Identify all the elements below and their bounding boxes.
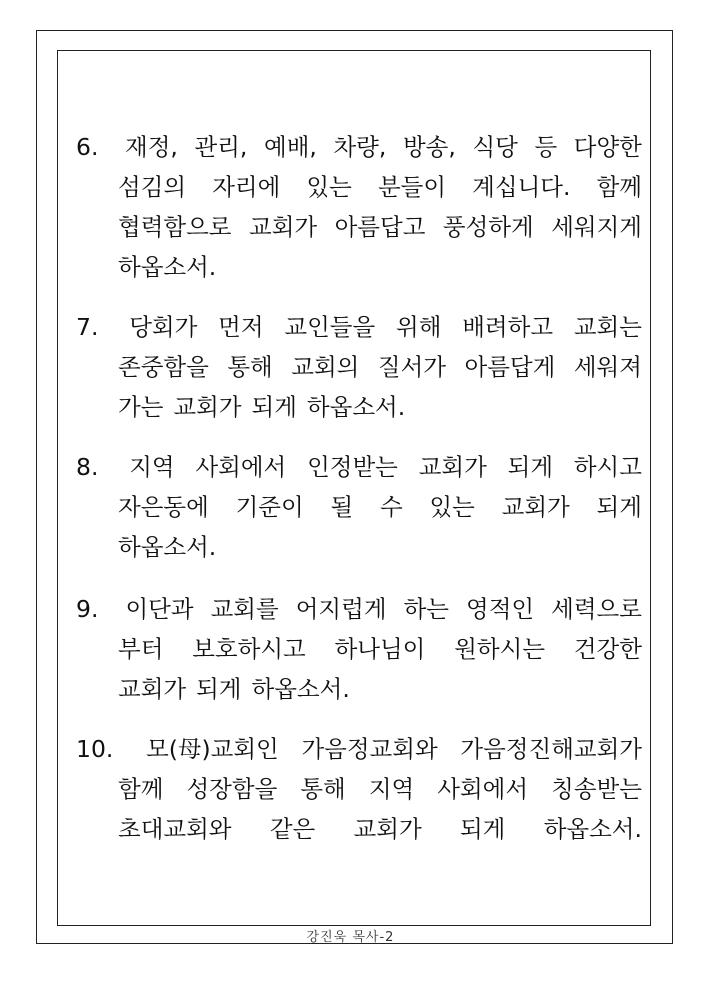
prayer-item [76, 307, 642, 427]
prayer-item [76, 589, 642, 709]
prayer-line: 존중함을 통해 교회의 질서가 아름답게 세워져 [118, 353, 642, 381]
prayer-line: 초대교회와 같은 교회가 되게 하옵소서. [118, 815, 642, 843]
prayer-line: 협력함으로 교회가 아름답고 풍성하게 세워지게 [118, 213, 642, 241]
prayer-line: 하옵소서. [118, 533, 217, 561]
prayer-line: 하옵소서. [118, 253, 217, 281]
prayer-line: 10. 모(母)교회인 가음정교회와 가음정진해교회가 [76, 735, 642, 763]
prayer-line: 교회가 되게 하옵소서. [118, 675, 350, 703]
prayer-item [76, 127, 642, 287]
prayer-line: 섬김의 자리에 있는 분들이 계십니다. 함께 [118, 173, 642, 201]
prayer-line: 9. 이단과 교회를 어지럽게 하는 영적인 세력으로 [76, 595, 642, 623]
prayer-line: 8. 지역 사회에서 인정받는 교회가 되게 하시고 [76, 453, 642, 481]
prayer-line: 함께 성장함을 통해 지역 사회에서 칭송받는 [118, 775, 642, 803]
page-footer: 강진욱 목사-2 [306, 930, 395, 945]
prayer-item [76, 729, 642, 849]
prayer-line: 6. 재정, 관리, 예배, 차량, 방송, 식당 등 다양한 [76, 133, 642, 161]
prayer-line: 부터 보호하시고 하나님이 원하시는 건강한 [118, 635, 642, 663]
prayer-line: 가는 교회가 되게 하옵소서. [118, 393, 406, 421]
prayer-item [76, 447, 642, 567]
prayer-line: 자은동에 기준이 될 수 있는 교회가 되게 [118, 493, 642, 521]
prayer-line: 7. 당회가 먼저 교인들을 위해 배려하고 교회는 [76, 313, 642, 341]
